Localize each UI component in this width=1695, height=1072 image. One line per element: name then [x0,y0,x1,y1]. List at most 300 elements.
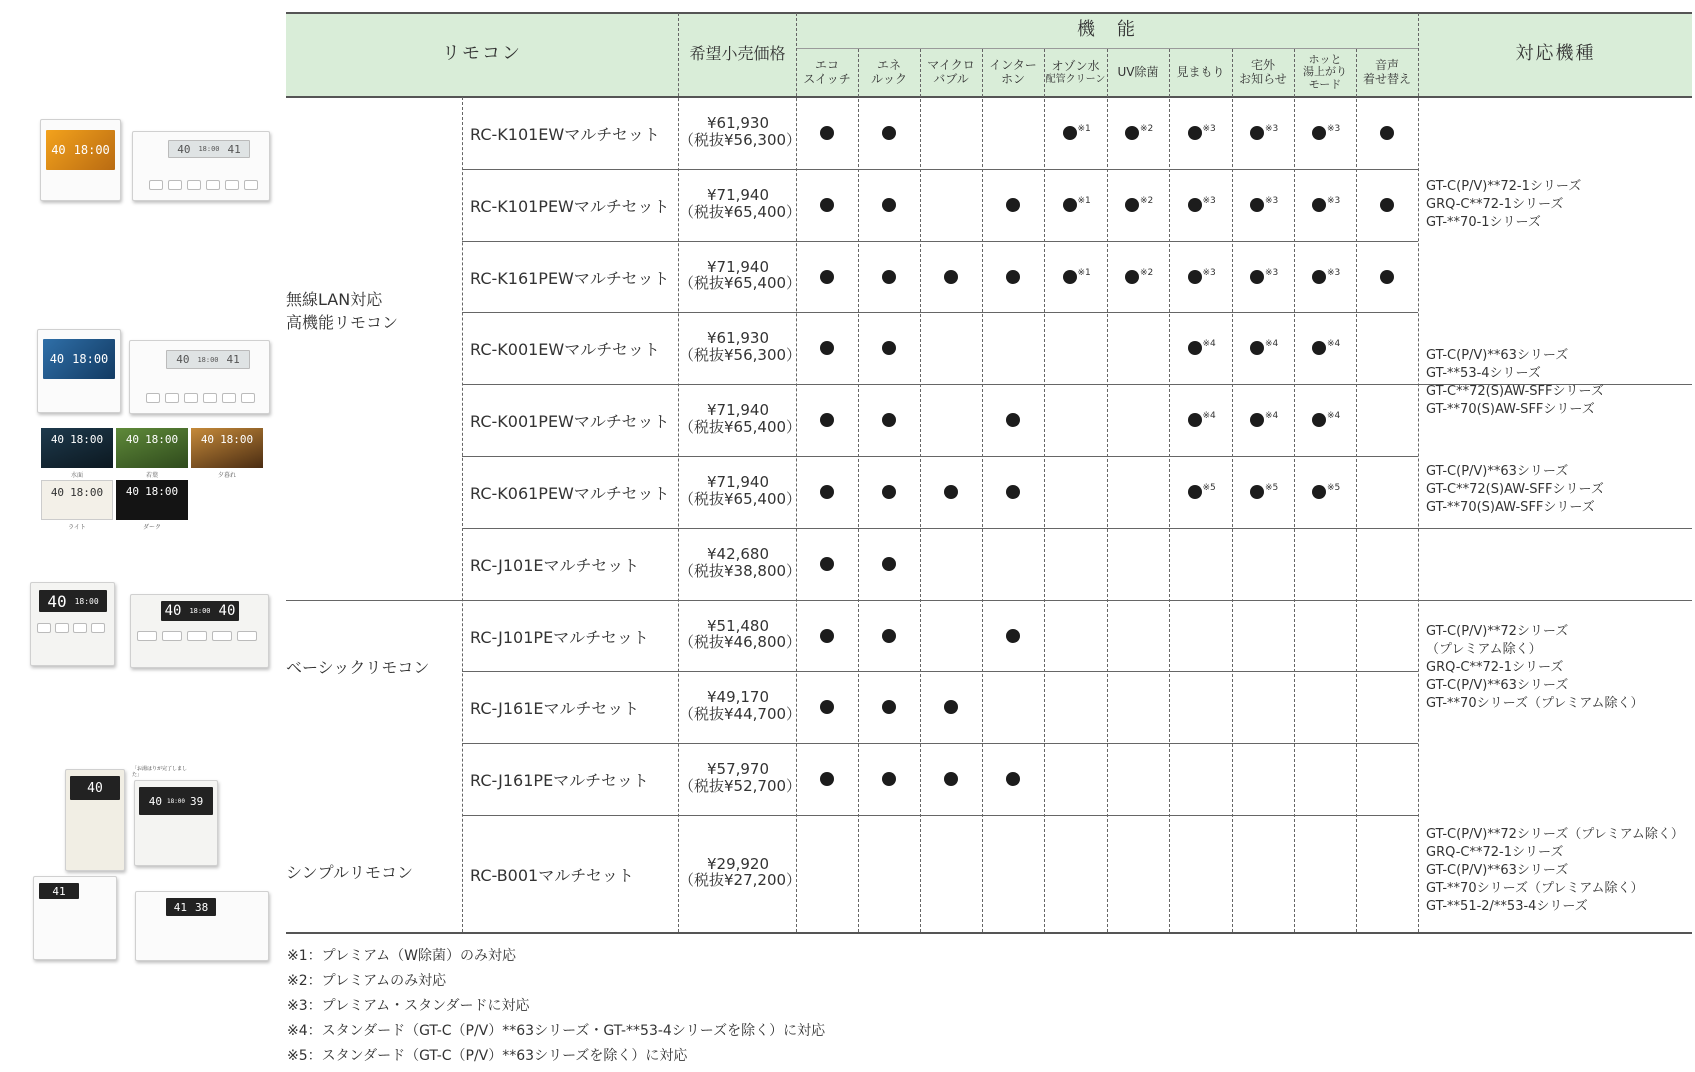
compat-block-k061 [1426,463,1604,517]
j-main-button [73,623,87,633]
price-tax-excluded: （税抜¥38,800） [679,561,802,580]
k101-main-screen [46,130,115,170]
group-label-simple [286,861,413,884]
theme-tile-dark [116,480,188,520]
j-sub-screen [161,601,239,621]
compat-line: GT-C(P/V)**63シリーズ [1426,863,1569,878]
b-sub-screen [139,787,213,815]
j-main-button [37,623,51,633]
feature-dot [1250,198,1264,212]
header-feature-line: 宅外 [1250,57,1275,72]
header-feature-2 [920,49,982,96]
feature-note: ※4 [1327,339,1341,349]
j-sub-button [137,631,157,641]
header-feature-3 [982,49,1044,96]
k101-main-screen-time: 18:00 [73,143,110,157]
footnote-2: ※2：プレミアムのみ対応 [287,973,447,989]
feature-dot [1312,413,1326,427]
k101-sub-button [149,180,163,190]
theme-tile-dusk [191,428,263,468]
feature-dot [1380,270,1394,284]
feature-dot [944,270,958,284]
group-label-line1: 無線LAN対応 [286,290,383,309]
theme-caption-light: ライト [68,524,86,531]
theme-caption-water: 水面 [70,472,83,479]
k101-main-remote-image [40,119,121,201]
model-name: RC-K101EWマルチセット [470,125,660,144]
row-rule [462,743,1418,744]
header-feature-line: お知らせ [1239,71,1287,86]
price-cell [679,854,802,889]
column-divider [1356,49,1357,932]
b-sub-remote-image [134,780,218,866]
j-main-button [91,623,105,633]
theme-tile-leaves [116,428,188,468]
feature-dot [1125,198,1139,212]
feature-dot [882,772,896,786]
row-rule [462,815,1418,816]
price-cell [679,401,802,436]
k001-sub-button [203,393,217,403]
feature-note: ※3 [1327,124,1341,134]
row-rule [462,169,1418,170]
k001-sub-button [222,393,236,403]
row-rule [286,600,1692,601]
theme-tile-temp: 40 [125,433,140,446]
k001-sub-screen-time: 18:00 [197,355,219,364]
feature-dot [820,341,834,355]
feature-note: ※4 [1202,411,1216,421]
k101-sub-button [225,180,239,190]
feature-dot [820,270,834,284]
header-feature-8 [1294,49,1356,96]
j-sub-remote-image [130,594,269,668]
compat-line: GT-**70シリーズ（プレミアム除く） [1426,881,1644,896]
k001-sub-button [184,393,198,403]
price-tax-excluded: （税抜¥65,400） [679,417,802,436]
header-feature-0 [796,49,858,96]
b-main-screen-temp: 40 [87,780,103,796]
header-feature-line: エネ [876,57,901,72]
compat-block-k1 [1426,178,1581,232]
price-cell [679,329,802,364]
model-name: RC-B001マルチセット [470,865,634,885]
feature-dot [1006,413,1020,427]
compat-line: GRQ-C**72-1シリーズ [1426,660,1564,675]
feature-dot [1188,413,1202,427]
feature-dot [820,198,834,212]
feature-dot [820,772,834,786]
k101-sub-screen-temp1: 40 [177,142,191,156]
group-label-basic [286,656,429,679]
row-rule [462,456,1418,457]
footnote-5: ※5：スタンダード（GT-C（P/V）**63シリーズを除く）に対応 [287,1048,688,1064]
feature-dot [882,126,896,140]
feature-dot [1006,270,1020,284]
compat-line: GT-**70(S)AW-SFFシリーズ [1426,402,1595,417]
feature-dot [882,341,896,355]
feature-dot [1188,126,1202,140]
price-tax-excluded: （税抜¥44,700） [679,704,802,723]
feature-dot [1312,270,1326,284]
k001-main-screen-temp: 40 [49,352,65,366]
row-rule [462,671,1418,672]
row-rule [462,312,1418,313]
feature-note: ※3 [1265,196,1279,206]
feature-dot [1188,198,1202,212]
compat-line: GT-C**72(S)AW-SFFシリーズ [1426,482,1604,497]
feature-note: ※3 [1265,124,1279,134]
header-feature-line: モード [1308,77,1342,91]
feature-note: ※3 [1202,196,1216,206]
price-tax-excluded: （税抜¥65,400） [679,274,802,292]
j-sub-button [162,631,182,641]
k001-main-screen-time: 18:00 [72,352,109,366]
price-tax-excluded: （税抜¥46,800） [679,633,802,651]
theme-tile-temp: 40 [50,433,65,446]
feature-note: ※2 [1140,124,1154,134]
theme-tile-time: 18:00 [220,433,254,446]
product-images-column [0,0,285,1072]
theme-caption-dark: ダーク [142,524,161,531]
header-feature-4 [1044,49,1107,96]
column-divider [1169,49,1170,932]
theme-caption-leaves: 若葉 [145,472,158,479]
header-feature-line: 見まもり [1176,64,1225,79]
j-main-remote-image [30,582,115,666]
feature-dot [1312,341,1326,355]
header-feature-line: 配管クリーン [1045,73,1106,85]
feature-dot [882,629,896,643]
model-name: RC-J101Eマルチセット [470,556,640,575]
k101-sub-button [206,180,220,190]
price-tax-excluded: （税抜¥27,200） [679,871,802,889]
feature-dot [882,700,896,714]
feature-dot [820,700,834,714]
feature-dot [1006,485,1020,499]
feature-dot [1250,270,1264,284]
j-main-buttons [37,623,105,633]
footnote-1: ※1：プレミアム（W除菌）のみ対応 [287,948,516,964]
feature-dot [1125,126,1139,140]
feature-dot [1188,485,1202,499]
feature-note: ※4 [1327,411,1341,421]
k101-sub-button [244,180,258,190]
column-divider [1294,49,1295,932]
feature-note: ※2 [1140,196,1154,206]
price-cell [679,545,802,580]
k001-sub-button [165,393,179,403]
k101-sub-screen-time: 18:00 [198,145,220,153]
j-sub-screen-temp1: 40 [164,603,182,619]
compat-line: GT-C(P/V)**72-1シリーズ [1426,179,1582,194]
k001-main-remote-image [37,329,121,413]
feature-dot [820,557,834,571]
row-rule [286,932,1692,934]
compat-block-basic [1426,623,1644,713]
feature-note: ※1 [1077,196,1091,206]
price-tax-excluded: （税抜¥65,400） [679,202,802,221]
price-cell [679,114,802,149]
compat-line: GRQ-C**72-1シリーズ [1426,845,1564,860]
header-feature-line: 着せ替え [1362,71,1411,86]
k101-sub-button [168,180,182,190]
column-divider [1418,13,1419,932]
k101-sub-button [187,180,201,190]
header-feature-1 [858,49,920,96]
j-sub-buttons [137,631,257,641]
theme-tile-time: 18:00 [70,486,104,499]
feature-dot [944,700,958,714]
j-sub-screen-time: 18:00 [189,607,211,615]
b-low-main-screen [39,883,79,899]
feature-dot [882,413,896,427]
header-feature-6 [1169,49,1232,96]
group-label-line2: 高機能リモコン [286,313,399,332]
feature-note: ※2 [1140,267,1154,278]
group-label-line1: ベーシックリモコン [286,658,430,677]
header-feature-line: ルック [870,71,907,86]
b-low-sub-screen-temp2: 38 [195,900,209,914]
feature-dot [1312,198,1326,212]
feature-dot [1380,198,1394,212]
compat-line: GT-C(P/V)**63シリーズ [1426,464,1569,479]
price-cell [679,688,802,723]
feature-note: ※3 [1265,267,1279,278]
price-retail: ¥61,930 [706,114,770,132]
feature-note: ※3 [1327,196,1341,206]
b-sub-screen-temp1: 40 [148,794,162,808]
j-sub-button [237,631,257,641]
group-label-wireless-lan [286,288,398,334]
j-sub-button [212,631,232,641]
feature-note: ※3 [1202,124,1216,134]
price-retail: ¥71,940 [706,257,770,276]
feature-dot [1006,629,1020,643]
header-bottom-rule [286,96,1692,98]
price-retail: ¥51,480 [706,616,770,635]
price-tax-excluded: （税抜¥56,300） [679,345,802,364]
price-cell [679,257,802,292]
header-price: 希望小売価格 [689,44,786,64]
feature-dot [1188,270,1202,284]
model-name: RC-J161Eマルチセット [470,699,640,718]
b-low-sub-remote-image [135,891,269,961]
b-main-screen [70,776,120,800]
feature-dot [1006,772,1020,786]
model-name: RC-K161PEWマルチセット [470,268,670,288]
feature-dot [1063,198,1077,212]
feature-dot [1250,413,1264,427]
price-tax-excluded: （税抜¥52,700） [679,776,802,795]
feature-dot [1063,126,1077,140]
compat-block-simple [1426,826,1684,916]
k001-sub-screen-temp2: 41 [226,353,240,366]
theme-tile-time: 18:00 [145,485,179,498]
feature-dot [882,557,896,571]
feature-note: ※3 [1202,267,1216,278]
price-retail: ¥71,940 [706,473,770,491]
b-low-sub-screen [166,898,216,916]
price-cell [679,473,802,508]
model-name: RC-K001PEWマルチセット [470,412,670,431]
price-tax-excluded: （税抜¥56,300） [679,130,802,149]
k001-sub-buttons [146,393,255,403]
feature-dot [944,485,958,499]
row-rule [462,241,1418,242]
j-main-screen [39,590,107,612]
compat-line: （プレミアム除く） [1426,642,1542,657]
column-divider [920,49,921,932]
k101-sub-buttons [149,180,258,190]
model-name: RC-K101PEWマルチセット [470,197,670,216]
b-low-main-screen-temp: 41 [52,884,66,898]
j-sub-screen-temp2: 40 [218,603,236,619]
feature-dot [820,413,834,427]
header-feature-line: オゾン水 [1051,58,1100,73]
header-feature-line: 湯上がり [1303,65,1347,79]
feature-dot [1006,198,1020,212]
feature-dot [1380,126,1394,140]
feature-dot [882,270,896,284]
compat-line: GT-C(P/V)**63シリーズ [1426,678,1569,693]
b-sub-screen-time: 18:00 [166,797,186,805]
b-sticker: 「お湯はりが完了しました」 [132,766,188,778]
feature-dot [1125,270,1139,284]
header-feature-line: ホッと [1308,52,1342,66]
feature-dot [882,485,896,499]
compat-line: GT-**51-2/**53-4シリーズ [1426,899,1588,914]
feature-note: ※1 [1077,124,1091,134]
theme-tile-temp: 40 [125,485,140,498]
theme-tile-light [41,480,113,520]
header-feature-line: バブル [933,71,969,86]
feature-dot [882,198,896,212]
header-feature-line: UV除菌 [1117,64,1159,79]
feature-dot [1250,485,1264,499]
theme-tile-temp: 40 [50,486,65,499]
k001-sub-button [146,393,160,403]
header-feature-line: インター [989,57,1037,72]
theme-tile-time: 18:00 [70,433,104,446]
k001-sub-remote-image [129,340,270,414]
feature-dot [1063,270,1077,284]
price-tax-excluded: （税抜¥65,400） [679,489,802,508]
feature-note: ※3 [1327,267,1341,278]
header-features-group: 機 能 [1077,19,1137,41]
compat-line: GT-**70-1シリーズ [1426,215,1541,230]
header-compat: 対応機種 [1515,43,1596,65]
feature-dot [820,126,834,140]
column-divider [462,97,463,932]
j-main-screen-temp: 40 [47,591,67,611]
footnote-3: ※3：プレミアム・スタンダードに対応 [287,998,530,1014]
model-name: RC-K061PEWマルチセット [470,484,670,503]
j-sub-button [187,631,207,641]
header-feature-7 [1232,49,1294,96]
header-feature-5 [1107,49,1169,96]
price-cell [679,616,802,651]
feature-note: ※4 [1202,339,1216,349]
price-retail: ¥29,920 [706,854,770,873]
header-feature-line: ホン [1000,71,1025,86]
column-divider [982,49,983,932]
price-retail: ¥57,970 [706,760,770,778]
feature-dot [820,485,834,499]
theme-tile-temp: 40 [200,433,215,446]
k001-sub-screen [166,350,250,369]
feature-note: ※5 [1327,483,1341,493]
k101-sub-screen [168,140,250,158]
price-retail: ¥61,930 [706,329,770,347]
k101-sub-screen-temp2: 41 [227,142,241,156]
b-low-sub-screen-temp1: 41 [173,900,187,914]
footnote-4: ※4：スタンダード（GT-C（P/V）**63シリーズ・GT-**53-4シリーズを除く）に対応 [287,1023,826,1039]
price-retail: ¥71,940 [706,186,770,204]
price-retail: ¥42,680 [706,545,770,563]
k001-main-screen [43,339,115,379]
j-main-screen-time: 18:00 [74,596,99,606]
b-low-main-remote-image [33,876,117,960]
header-feature-line: マイクロ [927,57,975,72]
model-name: RC-J161PEマルチセット [470,771,649,790]
k101-sub-remote-image [132,131,270,201]
compat-line: GT-C(P/V)**63シリーズ [1426,348,1569,363]
j-main-button [55,623,69,633]
header-feature-line: スイッチ [803,71,851,86]
price-retail: ¥49,170 [706,688,770,706]
feature-dot [820,629,834,643]
compat-line: GT-C(P/V)**72シリーズ（プレミアム除く） [1426,827,1684,842]
compat-line: GT-C**72(S)AW-SFFシリーズ [1426,384,1604,399]
theme-tile-water [41,428,113,468]
feature-note: ※1 [1077,267,1091,278]
header-feature-9 [1356,49,1418,96]
column-divider [858,49,859,932]
feature-note: ※4 [1265,339,1279,349]
feature-dot [1188,341,1202,355]
compat-line: GRQ-C**72-1シリーズ [1426,197,1564,212]
column-divider [1044,49,1045,932]
header-feature-line: エコ [814,57,839,72]
theme-caption-dusk: 夕暮れ [217,472,236,479]
header-feature-line: 音声 [1374,57,1399,72]
feature-note: ※5 [1202,483,1216,493]
b-sub-screen-temp2: 39 [190,794,204,808]
feature-dot [1250,341,1264,355]
k001-sub-button [241,393,255,403]
header-remote: リモコン [442,43,522,65]
compat-line: GT-C(P/V)**72シリーズ [1426,624,1569,639]
feature-dot [1312,126,1326,140]
compat-line: GT-**70シリーズ（プレミアム除く） [1426,696,1644,711]
compat-line: GT-**70(S)AW-SFFシリーズ [1426,500,1595,515]
b-main-remote-image [65,769,125,871]
feature-note: ※5 [1265,483,1279,493]
feature-dot [944,772,958,786]
feature-dot [1312,485,1326,499]
column-divider [1107,49,1108,932]
theme-tile-time: 18:00 [145,433,179,446]
k101-main-screen-temp: 40 [51,143,66,157]
price-cell [679,760,802,795]
feature-note: ※4 [1265,411,1279,421]
model-name: RC-K001EWマルチセット [470,340,660,359]
model-name: RC-J101PEマルチセット [470,627,649,647]
column-divider [1232,49,1233,932]
compat-line: GT-**53-4シリーズ [1426,366,1541,381]
price-cell [679,186,802,221]
